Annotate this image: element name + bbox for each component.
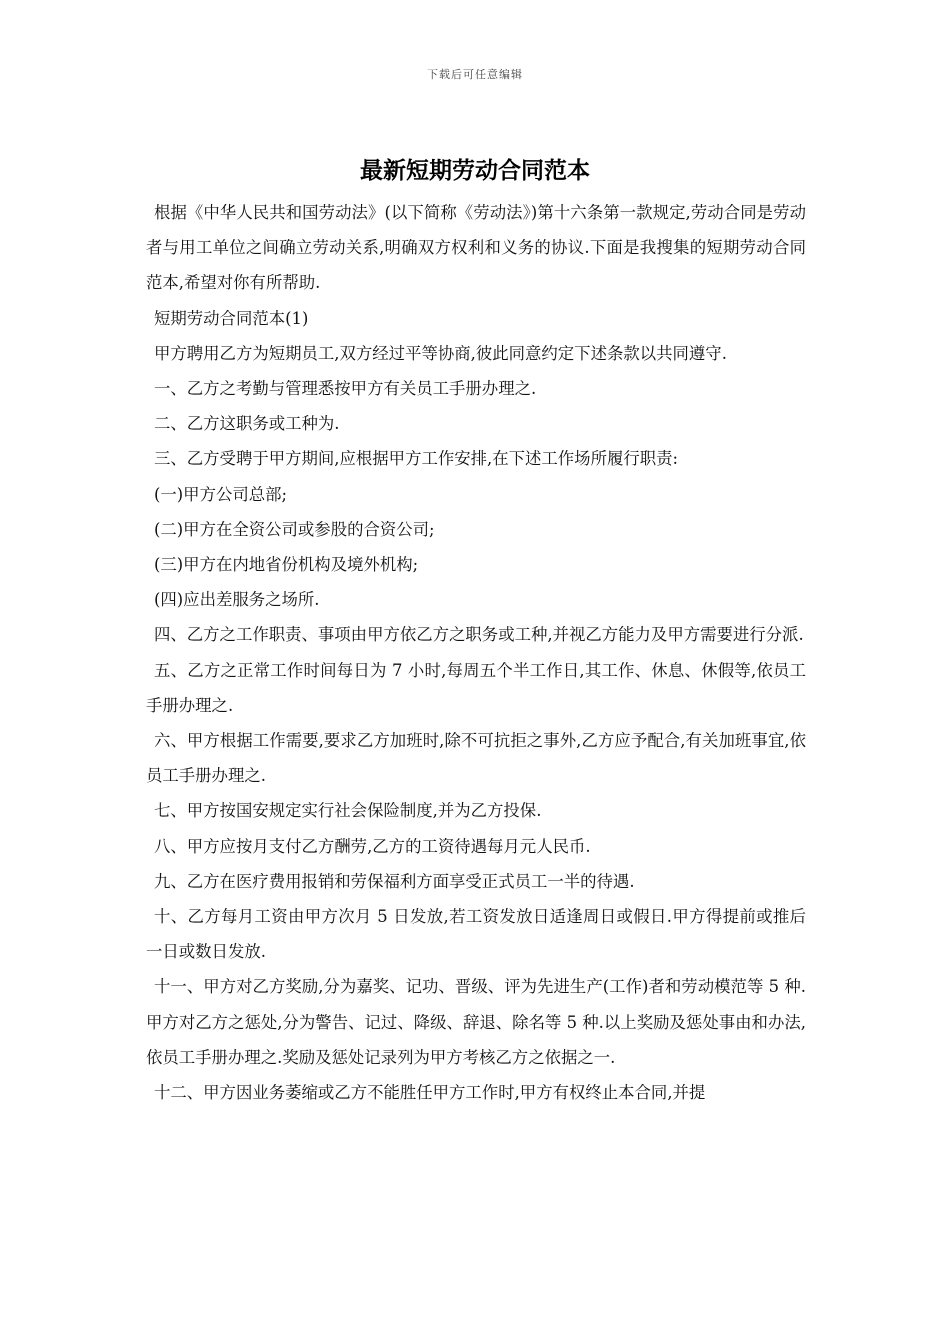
clause-2: 二、乙方这职务或工种为. xyxy=(154,414,340,434)
clause-12: 十二、甲方因业务萎缩或乙方不能胜任甲方工作时,甲方有权终止本合同,并提 xyxy=(154,1083,706,1103)
clause-8: 八、甲方应按月支付乙方酬劳,乙方的工资待遇每月元人民币. xyxy=(154,836,591,856)
clause-7: 七、甲方按国安规定实行社会保险制度,并为乙方投保. xyxy=(154,801,542,821)
document-body xyxy=(146,195,806,1110)
clause-3-item-3: (三)甲方在内地省份机构及境外机构; xyxy=(154,555,419,575)
clause-3-item-2: (二)甲方在全资公司或参股的合资公司; xyxy=(154,519,435,539)
clause-4: 四、乙方之工作职责、事项由甲方依乙方之职务或工种,并视乙方能力及甲方需要进行分派. xyxy=(154,625,804,645)
clause-1: 一、乙方之考勤与管理悉按甲方有关员工手册办理之. xyxy=(154,379,537,399)
clause-6: 六、甲方根据工作需要,要求乙方加班时,除不可抗拒之事外,乙方应予配合,有关加班事宜,依员工手册办理之. xyxy=(146,731,806,786)
paragraph-preamble: 甲方聘用乙方为短期员工,双方经过平等协商,彼此同意约定下述条款以共同遵守. xyxy=(154,343,727,363)
document-title: 最新短期劳动合同范本 xyxy=(360,157,590,184)
clause-3-item-1: (一)甲方公司总部; xyxy=(154,484,288,504)
clause-5: 五、乙方之正常工作时间每日为 7 小时,每周五个半工作日,其工作、休息、休假等,依员工手册办理之. xyxy=(146,660,806,715)
clause-9: 九、乙方在医疗费用报销和劳保福利方面享受正式员工一半的待遇. xyxy=(154,871,635,891)
clause-3: 三、乙方受聘于甲方期间,应根据甲方工作安排,在下述工作场所履行职责: xyxy=(154,449,679,469)
section-heading: 短期劳动合同范本(1) xyxy=(154,308,309,328)
clause-11: 十一、甲方对乙方奖励,分为嘉奖、记功、晋级、评为先进生产(工作)者和劳动模范等 5 种.甲方对乙方之惩处,分为警告、记过、降级、辞退、除名等 5 种.以上奖励及惩处事由和办法,依员工手册办理之.奖励及惩处记录列为甲方考核乙方之依据之一. xyxy=(146,977,806,1067)
page-header-note: 下载后可任意编辑 xyxy=(427,68,523,81)
paragraph-intro: 根据《中华人民共和国劳动法》(以下简称《劳动法》)第十六条第一款规定,劳动合同是劳动者与用工单位之间确立劳动关系,明确双方权利和义务的协议.下面是我搜集的短期劳动合同范本,希望对你有所帮助. xyxy=(146,203,806,293)
clause-10: 十、乙方每月工资由甲方次月 5 日发放,若工资发放日适逢周日或假日.甲方得提前或推后一日或数日发放. xyxy=(146,907,806,962)
clause-3-item-4: (四)应出差服务之场所. xyxy=(154,590,320,610)
